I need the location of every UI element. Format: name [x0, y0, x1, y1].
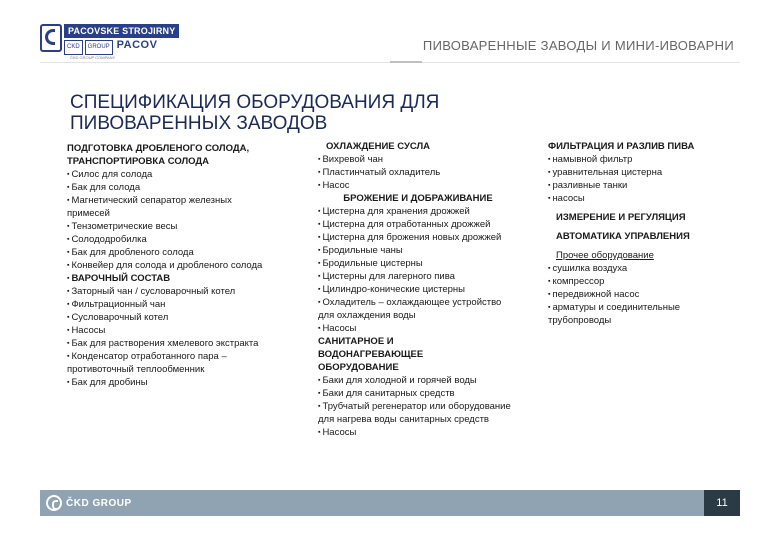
page-title-line1: СПЕЦИФИКАЦИЯ ОБОРУДОВАНИЯ ДЛЯ	[70, 92, 440, 113]
list-item: ▪ Насосы	[318, 426, 518, 439]
section-heading-automation: АВТОМАТИКА УПРАВЛЕНИЯ	[556, 231, 690, 242]
column-cooling-fermentation	[318, 140, 518, 439]
list-item: ▪ Силос для солода	[67, 168, 272, 181]
logo-bottom-row	[64, 39, 157, 52]
logo-tag-right: GROUP	[85, 40, 113, 55]
list-item: ▪ Бродильные цистерны	[318, 257, 518, 270]
section-heading-sanitary: САНИТАРНОЕ И ВОДОНАГРЕВАЮЩЕЕ ОБОРУДОВАНИЕ	[318, 336, 424, 373]
column-malt-preparation	[67, 142, 272, 389]
footer-logo-text: ČKD GROUP	[66, 497, 132, 509]
list-item: ▪ Цистерна для брожения новых дрожжей	[318, 231, 518, 244]
list-item: ▪ Фильтрационный чан	[67, 298, 272, 311]
header-accent-bar	[390, 61, 422, 63]
column-filtration-bottling	[548, 140, 723, 327]
ckd-logo-icon	[46, 495, 62, 511]
list-item: ▪ Бак для растворения хмелевого экстракта	[67, 337, 272, 350]
list-item: ▪ Вихревой чан	[318, 153, 518, 166]
list-item: ▪ компрессор	[548, 275, 723, 288]
section-heading-filtration: ФИЛЬТРАЦИЯ И РАЗЛИВ ПИВА	[548, 141, 695, 152]
page-number: 11	[704, 490, 740, 516]
list-item: ▪ разливные танки	[548, 179, 723, 192]
list-item: ▪ уравнительная цистерна	[548, 166, 723, 179]
list-item: ▪ Баки для холодной и горячей воды	[318, 374, 518, 387]
list-item: ▪ Баки для санитарных средств	[318, 387, 518, 400]
section-heading-fermentation: БРОЖЕНИЕ И ДОБРАЖИВАНИЕ	[343, 193, 493, 204]
list-item: ▪ Конвейер для солода и дробленого солода	[67, 259, 272, 272]
pacov-logo-icon	[40, 24, 62, 52]
list-item: ▪ насосы	[548, 192, 723, 205]
section-heading-other-equipment: Прочее оборудование	[556, 250, 654, 261]
list-item: ▪ Цистерны для лагерного пива	[318, 270, 518, 283]
list-item: ▪ намывной фильтр	[548, 153, 723, 166]
logo-top-text: PACOVSKE STROJIRNY	[64, 24, 179, 38]
list-item: ▪ Солододробилка	[67, 233, 272, 246]
list-item: ▪ Бак для дробленого солода	[67, 246, 272, 259]
list-item: ▪ Цилиндро-конические цистерны	[318, 283, 518, 296]
list-item: ▪ Трубчатый регенератор или оборудование для нагрева воды санитарных средств	[318, 400, 518, 426]
list-item: ▪ сушилка воздуха	[548, 262, 723, 275]
list-item: ▪ Насос	[318, 179, 518, 192]
page-title	[70, 92, 590, 134]
list-item: ▪ Магнетический сепаратор железных примесей	[67, 194, 272, 220]
list-item: ▪ Бак для солода	[67, 181, 272, 194]
section-heading-malt: ПОДГОТОВКА ДРОБЛЕНОГО СОЛОДА, ТРАНСПОРТИРОВКА СОЛОДА	[67, 143, 250, 167]
section-heading-brewhouse: ▪ ВАРОЧНЫЙ СОСТАВ	[67, 272, 272, 285]
list-item: ▪ Тензометрические весы	[67, 220, 272, 233]
list-item: ▪ Пластинчатый охладитель	[318, 166, 518, 179]
list-item: ▪ Цистерна для отработанных дрожжей	[318, 218, 518, 231]
list-item: ▪ Конденсатор отработанного пара – противоточный теплообменник	[67, 350, 272, 376]
logo-subtext: ČKD GROUP COMPANY	[70, 55, 116, 60]
list-item: ▪ Бродильные чаны	[318, 244, 518, 257]
list-item: ▪ Насосы	[318, 322, 518, 335]
footer-bar	[40, 490, 740, 516]
list-item: ▪ Сусловарочный котел	[67, 311, 272, 324]
list-item: ▪ Заторный чан / сусловарочный котел	[67, 285, 272, 298]
logo-tag-left: CKD	[64, 40, 83, 55]
list-item: ▪ Охладитель – охлаждающее устройство для охлаждения воды	[318, 296, 518, 322]
list-item: ▪ Насосы	[67, 324, 272, 337]
section-heading-measurement: ИЗМЕРЕНИЕ И РЕГУЛЯЦИЯ	[556, 212, 686, 223]
page-title-line2: ПИВОВАРЕННЫХ ЗАВОДОВ	[70, 113, 328, 134]
company-logo	[40, 22, 180, 64]
logo-brand: PACOV	[116, 39, 158, 51]
header-title: ПИВОВАРЕННЫЕ ЗАВОДЫ И МИНИ-ИВОВАРНИ	[422, 38, 734, 53]
list-item: ▪ Бак для дробины	[67, 376, 272, 389]
list-item: ▪ Цистерна для хранения дрожжей	[318, 205, 518, 218]
list-item: ▪ арматуры и соединительные трубопроводы	[548, 301, 723, 327]
section-heading-wort-cooling: ОХЛАЖДЕНИЕ СУСЛА	[326, 141, 431, 152]
list-item: ▪ передвижной насос	[548, 288, 723, 301]
footer-logo	[46, 494, 132, 512]
